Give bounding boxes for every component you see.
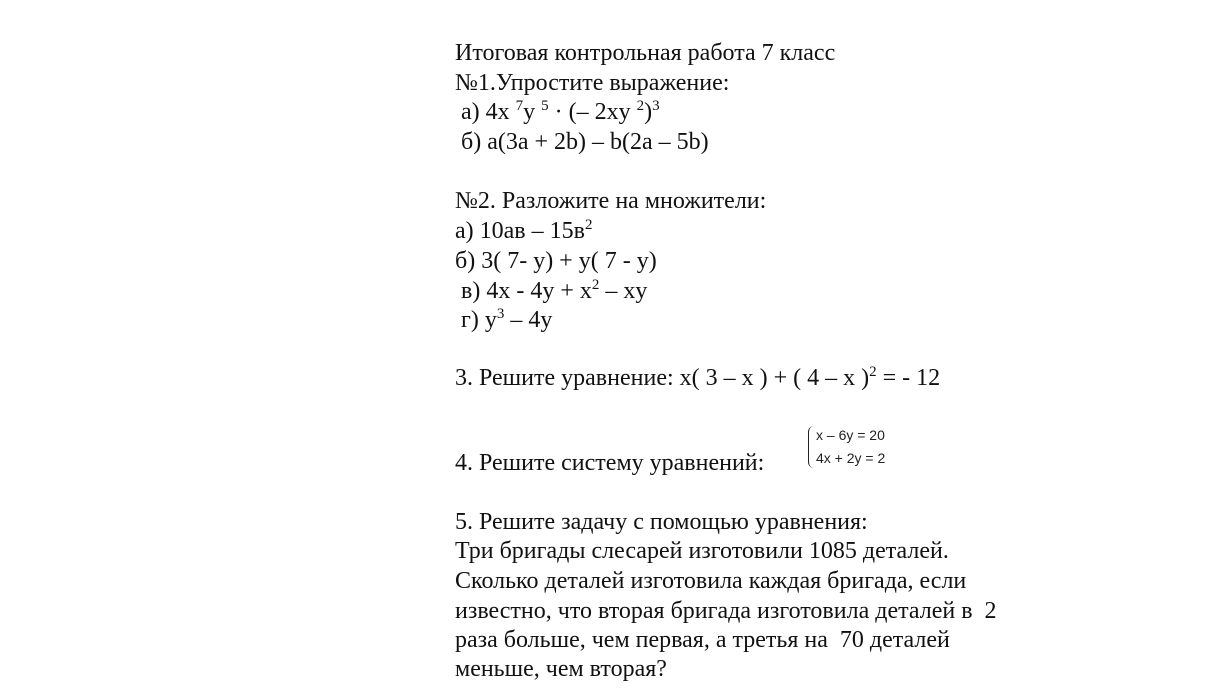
task3 xyxy=(455,363,940,396)
text: – 4y xyxy=(504,307,553,333)
task2-heading: №2. Разложите на множители: xyxy=(455,188,767,214)
task5-line: меньше, чем вторая? xyxy=(455,656,667,682)
equation-system xyxy=(808,424,885,470)
text: в) 4x - 4y + x xyxy=(455,278,592,304)
text: а) 4x xyxy=(455,99,516,125)
text: 3. Решите уравнение: x( 3 – x ) + ( 4 – x ) xyxy=(455,365,870,391)
document-title: Итоговая контрольная работа 7 класс xyxy=(455,40,836,66)
task5-line: известно, что вторая бригада изготовила деталей в 2 xyxy=(455,598,997,624)
task2-b: б) 3( 7- y) + y( 7 - y) xyxy=(455,248,657,274)
text: а) 10ав – 15в xyxy=(455,218,585,244)
exponent: 3 xyxy=(496,306,505,322)
exponent: 7 xyxy=(515,98,524,114)
exponent: 2 xyxy=(869,364,877,380)
text: y xyxy=(523,99,542,125)
task1-b: б) a(3a + 2b) – b(2a – 5b) xyxy=(455,129,709,155)
task2-d xyxy=(455,305,552,338)
exponent: 5 xyxy=(541,98,549,114)
task5-line: раза больше, чем первая, а третья на 70 деталей xyxy=(455,627,950,653)
equation-1: x – 6y = 20 xyxy=(816,427,885,443)
exponent: 2 xyxy=(584,217,593,233)
text: г) y xyxy=(455,307,497,333)
task5-line: Сколько деталей изготовила каждая бригада, если xyxy=(455,568,967,594)
task4-text: 4. Решите систему уравнений: xyxy=(455,450,765,476)
exponent: 3 xyxy=(652,98,660,114)
text: – xy xyxy=(599,278,648,304)
text: · (– 2xy xyxy=(548,99,637,125)
task1-a xyxy=(455,97,660,130)
task1-heading: №1.Упростите выражение: xyxy=(455,70,730,96)
task5-line: Три бригады слесарей изготовили 1085 деталей. xyxy=(455,538,949,564)
exponent: 2 xyxy=(636,98,645,114)
task2-a xyxy=(455,216,592,249)
text: ) xyxy=(644,99,653,125)
exponent: 2 xyxy=(591,277,600,293)
brace-icon xyxy=(808,426,814,468)
equation-2: 4x + 2y = 2 xyxy=(816,450,886,466)
text: = - 12 xyxy=(876,365,941,391)
task5-heading: 5. Решите задачу с помощью уравнения: xyxy=(455,509,868,535)
